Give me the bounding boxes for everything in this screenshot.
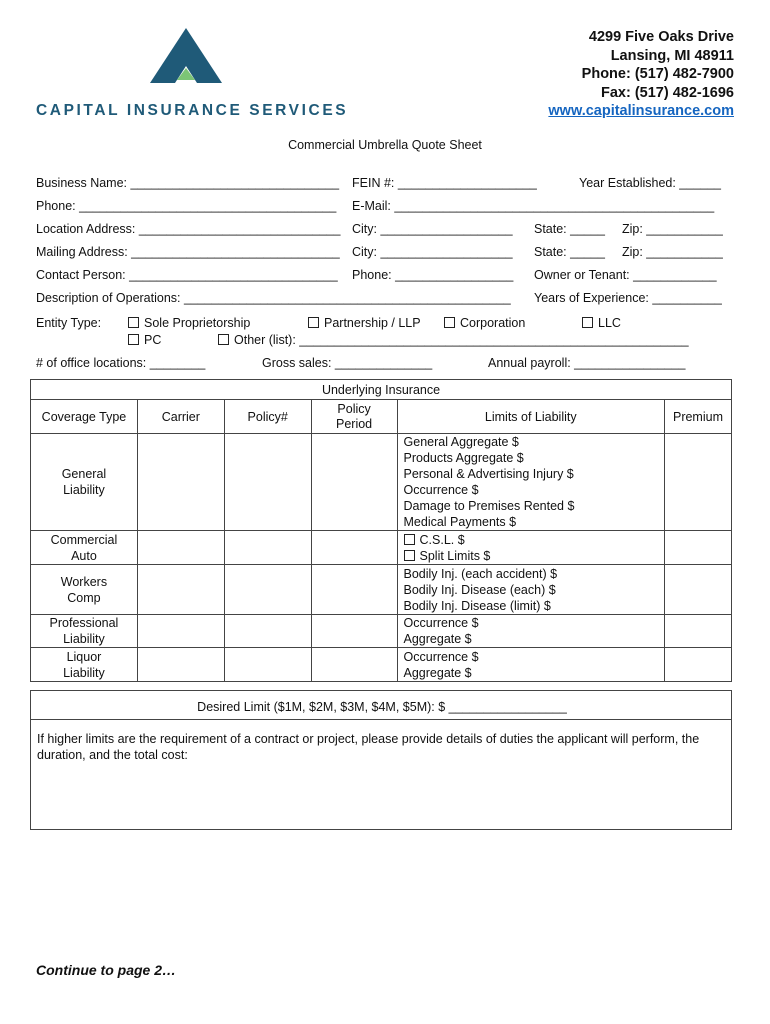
pl-period-cell[interactable]	[311, 615, 397, 648]
ll-policy-cell[interactable]	[224, 648, 311, 682]
company-phone: Phone: (517) 482-7900	[581, 66, 734, 82]
limit-line: Medical Payments $	[403, 515, 517, 529]
mailing-city-field[interactable]: City: ___________________	[352, 245, 513, 259]
gl-premium-cell[interactable]	[665, 434, 732, 531]
limit-line: Split Limits $	[404, 548, 664, 564]
wc-premium-cell[interactable]	[665, 565, 732, 615]
policy-number-header: Policy#	[224, 400, 311, 434]
table-row	[31, 434, 732, 531]
limit-line: Bodily Inj. Disease (limit) $	[403, 598, 551, 613]
table-row	[31, 565, 732, 615]
years-experience-field[interactable]: Years of Experience: __________	[534, 291, 722, 305]
email-field[interactable]: E-Mail: ______________________________________________	[352, 199, 715, 213]
checkbox-icon[interactable]	[128, 334, 139, 345]
company-name: CAPITAL INSURANCE SERVICES	[36, 102, 349, 119]
entity-type-label: Entity Type:	[36, 316, 102, 330]
entity-llc-label: LLC	[598, 316, 621, 330]
entity-sole-proprietorship[interactable]	[128, 316, 250, 330]
limit-line: Bodily Inj. (each accident) $	[403, 566, 558, 581]
continue-note: Continue to page 2…	[36, 962, 176, 978]
pl-policy-cell[interactable]	[224, 615, 311, 648]
limit-line: Damage to Premises Rented $	[403, 499, 575, 513]
limit-line: Occurrence $	[403, 649, 479, 664]
desired-limit-field[interactable]: Desired Limit ($1M, $2M, $3M, $4M, $5M): $ _________________	[197, 700, 567, 714]
checkbox-icon[interactable]	[582, 317, 593, 328]
limit-line: Aggregate $	[403, 665, 472, 680]
contact-person-field[interactable]: Contact Person: ______________________________	[36, 268, 338, 282]
entity-pc-label: PC	[144, 333, 162, 347]
location-zip-field[interactable]: Zip: ___________	[622, 222, 723, 236]
limit-line: Bodily Inj. Disease (each) $	[403, 582, 556, 597]
company-logo-icon	[150, 28, 222, 86]
phone-field[interactable]: Phone: _____________________________________	[36, 199, 337, 213]
premium-header: Premium	[665, 400, 732, 434]
entity-partnership[interactable]	[308, 316, 421, 330]
company-fax: Fax: (517) 482-1696	[601, 84, 734, 101]
split-limits-checkbox-icon[interactable]	[404, 550, 415, 561]
table-title: Underlying Insurance	[31, 380, 732, 400]
entity-llc[interactable]	[582, 316, 621, 330]
auto-limits-cell[interactable]	[397, 531, 664, 565]
limit-line: Occurrence $	[403, 483, 479, 497]
location-state-field[interactable]: State: _____	[534, 222, 605, 236]
company-address-block	[548, 28, 734, 121]
higher-limits-details[interactable]: If higher limits are the requirement of a contract or project, please provide details of duties the applicant will perform, the duration, and the total cost:	[37, 732, 700, 762]
limit-line: Aggregate $	[403, 632, 472, 646]
limit-line: General Aggregate $	[403, 435, 519, 449]
limit-line: C.S.L. $	[404, 532, 664, 548]
checkbox-icon[interactable]	[218, 334, 229, 345]
owner-tenant-field[interactable]: Owner or Tenant: ____________	[534, 268, 717, 282]
address-line-1: 4299 Five Oaks Drive	[588, 29, 734, 45]
fein-field[interactable]: FEIN #: ____________________	[352, 176, 537, 190]
ll-carrier-cell[interactable]	[137, 648, 224, 682]
coverage-type-header: Coverage Type	[31, 400, 138, 434]
gl-period-cell[interactable]	[311, 434, 397, 531]
general-liability-label: General Liability	[31, 434, 138, 531]
entity-corporation[interactable]	[444, 316, 525, 330]
wc-limits-cell[interactable]	[397, 565, 664, 615]
professional-liability-label: Professional Liability	[31, 615, 138, 648]
limit-line: Products Aggregate $	[403, 451, 524, 465]
limit-line: Personal & Advertising Injury $	[403, 467, 574, 481]
gross-sales-field[interactable]: Gross sales: ______________	[262, 356, 433, 370]
address-line-2: Lansing, MI 48911	[610, 47, 734, 64]
entity-corporation-label: Corporation	[460, 316, 526, 330]
annual-payroll-field[interactable]: Annual payroll: ________________	[488, 356, 686, 370]
checkbox-icon[interactable]	[444, 317, 455, 328]
pl-limits-cell[interactable]	[397, 615, 664, 648]
wc-period-cell[interactable]	[311, 565, 397, 615]
carrier-header: Carrier	[137, 400, 224, 434]
auto-policy-cell[interactable]	[224, 531, 311, 565]
form-title: Commercial Umbrella Quote Sheet	[288, 138, 482, 152]
entity-other-label: Other (list): ________________________________________________________	[234, 333, 689, 347]
limits-header: Limits of Liability	[397, 400, 664, 434]
year-established-field[interactable]: Year Established: ______	[579, 176, 722, 190]
mailing-zip-field[interactable]: Zip: ___________	[622, 245, 723, 259]
checkbox-icon[interactable]	[128, 317, 139, 328]
pl-premium-cell[interactable]	[665, 615, 732, 648]
limit-line: Occurrence $	[403, 616, 479, 630]
desired-limit-box	[30, 690, 732, 830]
business-name-field[interactable]: Business Name: ______________________________	[36, 176, 340, 190]
gl-policy-cell[interactable]	[224, 434, 311, 531]
entity-sole-label: Sole Proprietorship	[144, 316, 251, 330]
table-row	[31, 648, 732, 682]
divider	[31, 719, 731, 720]
website-link[interactable]: www.capitalinsurance.com	[548, 103, 734, 119]
entity-other[interactable]	[218, 333, 689, 347]
wc-carrier-cell[interactable]	[137, 565, 224, 615]
csl-checkbox-icon[interactable]	[404, 534, 415, 545]
auto-premium-cell[interactable]	[665, 531, 732, 565]
auto-period-cell[interactable]	[311, 531, 397, 565]
ll-premium-cell[interactable]	[665, 648, 732, 682]
ll-limits-cell[interactable]	[397, 648, 664, 682]
table-row	[31, 615, 732, 648]
commercial-auto-label: Commercial Auto	[31, 531, 138, 565]
gl-carrier-cell[interactable]	[137, 434, 224, 531]
entity-partnership-label: Partnership / LLP	[324, 316, 421, 330]
policy-period-header: Policy Period	[311, 400, 397, 434]
checkbox-icon[interactable]	[308, 317, 319, 328]
description-operations-field[interactable]: Description of Operations: _______________________________________________	[36, 291, 511, 305]
wc-policy-cell[interactable]	[224, 565, 311, 615]
table-row	[31, 531, 732, 565]
auto-carrier-cell[interactable]	[137, 531, 224, 565]
underlying-insurance-table	[30, 379, 732, 682]
mailing-state-field[interactable]: State: _____	[534, 245, 605, 259]
mailing-address-field[interactable]: Mailing Address: ______________________________	[36, 245, 340, 259]
location-city-field[interactable]: City: ___________________	[352, 222, 513, 236]
gl-limits-cell[interactable]	[397, 434, 664, 531]
workers-comp-label: Workers Comp	[31, 565, 138, 615]
ll-period-cell[interactable]	[311, 648, 397, 682]
pl-carrier-cell[interactable]	[137, 615, 224, 648]
liquor-liability-label: Liquor Liability	[31, 648, 138, 682]
contact-phone-field[interactable]: Phone: _________________	[352, 268, 514, 282]
location-address-field[interactable]: Location Address: _____________________________	[36, 222, 341, 236]
entity-pc[interactable]	[128, 333, 161, 347]
office-locations-field[interactable]: # of office locations: ________	[36, 356, 206, 370]
